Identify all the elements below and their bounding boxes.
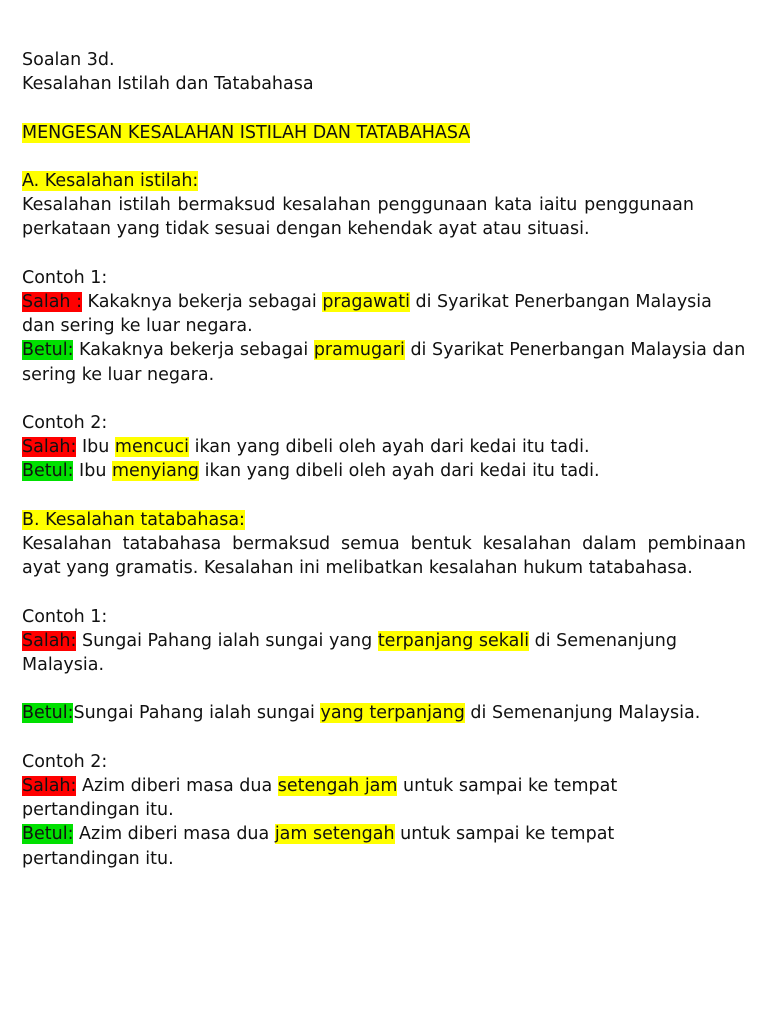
correct-sentence: Betul: Azim diberi masa dua jam setengah untuk sampai ke tempat pertandingan itu. — [22, 824, 615, 869]
correct-sentence: Betul: Ibu menyiang ikan yang dibeli oleh ayah dari kedai itu tadi. — [22, 461, 600, 482]
correct-word: yang terpanjang — [320, 703, 465, 724]
wrong-tag: Salah: — [22, 775, 77, 796]
section-a-heading-text: A. Kesalahan istilah: — [22, 170, 199, 191]
wrong-tag: Salah: — [22, 437, 77, 458]
correct-tag: Betul: — [22, 703, 74, 724]
correct-sentence: Betul:Sungai Pahang ialah sungai yang terpanjang di Semenanjung Malaysia. — [22, 703, 701, 724]
error-word: setengah jam — [277, 775, 398, 796]
topic-title: Kesalahan Istilah dan Tatabahasa — [22, 74, 314, 95]
example-label: Contoh 2: — [22, 751, 108, 772]
example-label: Contoh 1: — [22, 606, 108, 627]
correct-sentence: Betul: Kakaknya bekerja sebagai pramugari di Syarikat Penerbangan Malaysia dan sering ke luar negara. — [22, 340, 746, 385]
main-heading — [22, 121, 746, 145]
wrong-sentence: Salah: Ibu mencuci ikan yang dibeli oleh ayah dari kedai itu tadi. — [22, 437, 590, 458]
wrong-tag: Salah : — [22, 291, 82, 312]
correct-tag: Betul: — [22, 340, 74, 361]
main-heading-text: MENGESAN KESALAHAN ISTILAH DAN TATABAHASA — [22, 122, 471, 143]
question-number: Soalan 3d. — [22, 50, 115, 70]
correct-word: pramugari — [313, 340, 405, 361]
wrong-sentence: Salah : Kakaknya bekerja sebagai pragawati di Syarikat Penerbangan Malaysia dan sering ke luar negara. — [22, 291, 712, 337]
wrong-sentence: Salah: Sungai Pahang ialah sungai yang terpanjang sekali di Semenanjung Malaysia. — [22, 630, 677, 675]
wrong-sentence: Salah: Azim diberi masa dua setengah jam untuk sampai ke tempat pertandingan itu. — [22, 775, 618, 821]
wrong-tag: Salah: — [22, 630, 77, 651]
section-b-definition: Kesalahan tatabahasa bermaksud semua bentuk kesalahan dalam pembinaan ayat yang gramatis. Kesalahan ini melibatkan kesalahan hukum tatabahasa. — [22, 533, 746, 579]
error-word: terpanjang sekali — [377, 630, 530, 651]
section-b-heading-text: B. Kesalahan tatabahasa: — [22, 509, 245, 530]
document-page — [22, 48, 746, 871]
section-a-heading — [22, 169, 746, 193]
section-a-definition: Kesalahan istilah bermaksud kesalahan penggunaan kata iaitu penggunaan perkataan yang tidak sesuai dengan kehendak ayat atau situasi. — [22, 195, 694, 240]
example-label: Contoh 2: — [22, 412, 108, 433]
correct-tag: Betul: — [22, 824, 74, 845]
error-word: pragawati — [322, 291, 410, 312]
section-b-heading — [22, 508, 746, 532]
correct-word: menyiang — [111, 461, 200, 482]
correct-tag: Betul: — [22, 461, 74, 482]
example-label: Contoh 1: — [22, 267, 108, 288]
error-word: mencuci — [114, 437, 190, 458]
correct-word: jam setengah — [274, 824, 395, 845]
